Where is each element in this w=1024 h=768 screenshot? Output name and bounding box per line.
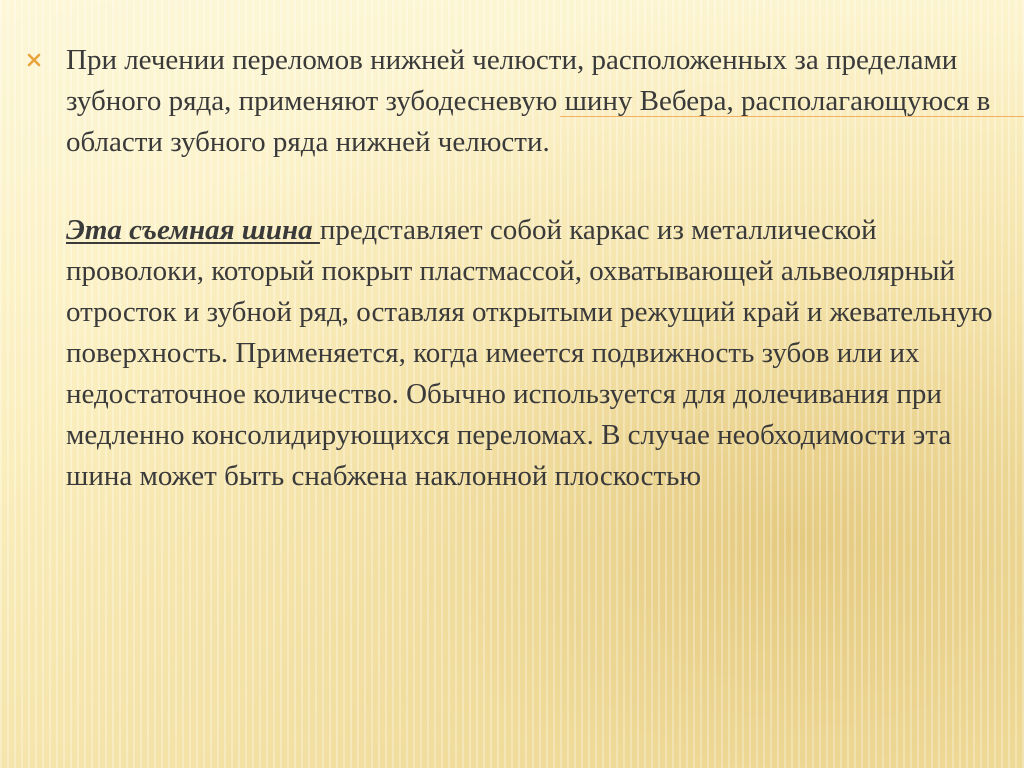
- paragraph-weber-splint: При лечении переломов нижней челюсти, расположенных за пределами зубного ряда, применяют зубодесневую шину Вебера, располагающуюся в области зубного ряда нижней челюсти.: [66, 44, 991, 158]
- slide-body: [66, 40, 996, 497]
- paragraph-removable-splint: [66, 210, 996, 497]
- x-mark-icon: [26, 52, 42, 68]
- paragraph-removable-splint-text: представляет собой каркас из металлической проволоки, который покрыт пластмассой, охватывающей альвеолярный отросток и зубной ряд, оставляя открытыми режущий край и жевательную поверхность. Применяется, когда имеется подвижность зубов или их недостаточное количество. Обычно используется для долечивания при медленно консолидирующихся переломах. В случае необходимости эта шина может быть снабжена наклонной плоскостью: [66, 214, 993, 492]
- emphasis-phrase: Эта съемная шина: [66, 214, 320, 246]
